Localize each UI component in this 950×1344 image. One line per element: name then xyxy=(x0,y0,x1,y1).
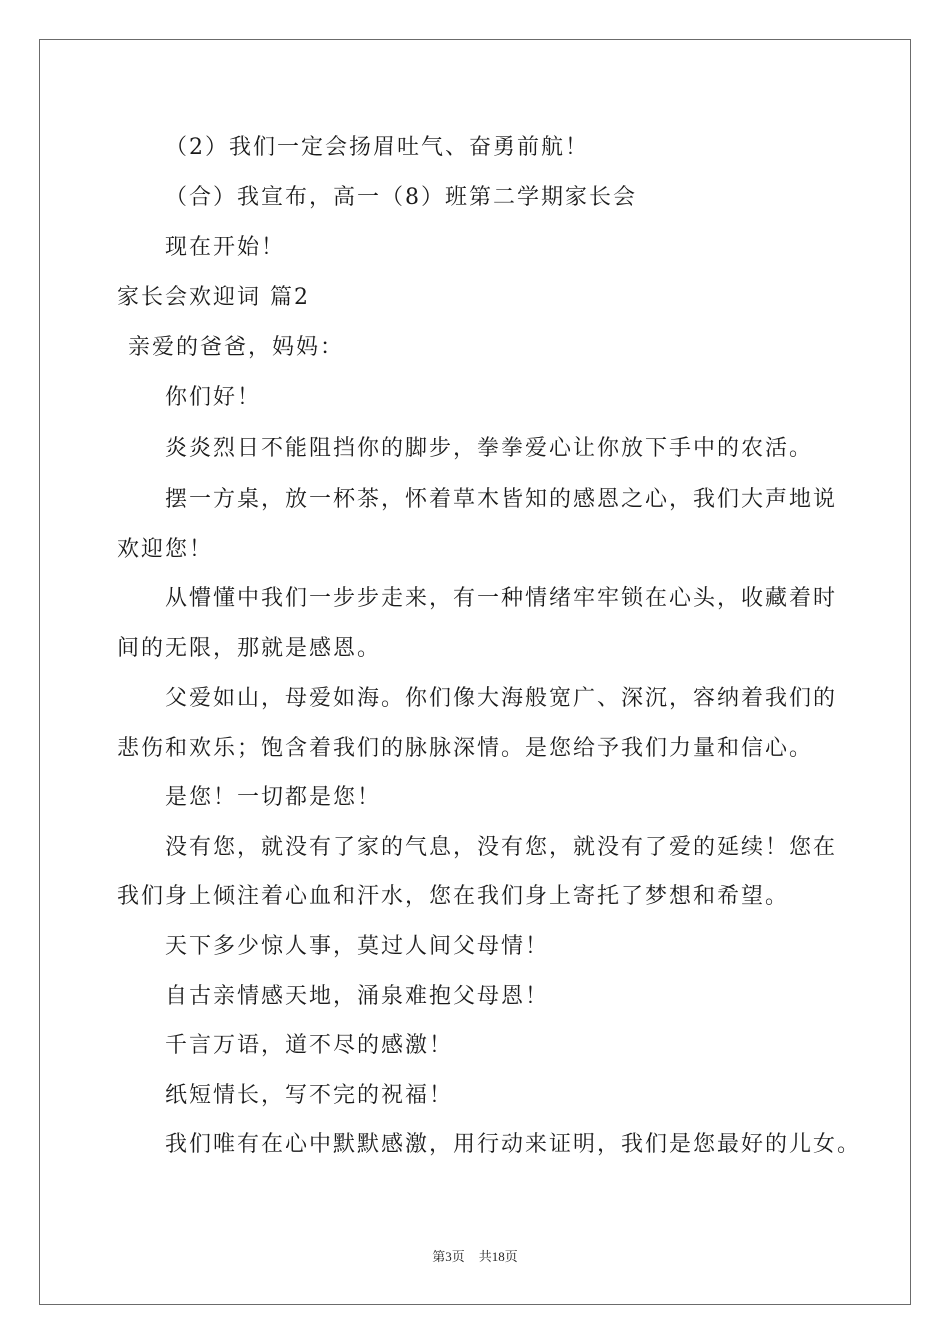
paragraph-line: 间的无限，那就是感恩。 xyxy=(117,636,382,661)
paragraph-line: 现在开始！ xyxy=(165,235,286,260)
page-footer xyxy=(0,1246,950,1265)
section-heading: 家长会欢迎词 篇2 xyxy=(117,285,310,310)
page-border xyxy=(39,39,911,1305)
paragraph-line: 天下多少惊人事，莫过人间父母情！ xyxy=(165,934,550,959)
salutation: 亲爱的爸爸，妈妈： xyxy=(128,335,345,360)
paragraph-line: 你们好！ xyxy=(165,385,262,410)
page-total: 共18页 xyxy=(478,1249,518,1264)
paragraph-line: （2）我们一定会扬眉吐气、奋勇前航！ xyxy=(165,135,589,160)
page-number: 第3页 xyxy=(432,1249,465,1264)
paragraph-line: （合）我宣布，高一（8）班第二学期家长会 xyxy=(165,185,637,210)
paragraph-line: 我们身上倾注着心血和汗水，您在我们身上寄托了梦想和希望。 xyxy=(117,884,790,909)
paragraph-line: 欢迎您！ xyxy=(117,537,214,562)
paragraph-line: 炎炎烈日不能阻挡你的脚步，拳拳爱心让你放下手中的农活。 xyxy=(165,436,814,461)
paragraph-line: 悲伤和欢乐；饱含着我们的脉脉深情。是您给予我们力量和信心。 xyxy=(117,736,814,761)
paragraph-line: 没有您，就没有了家的气息，没有您，就没有了爱的延续！您在 xyxy=(165,835,838,860)
paragraph-line: 摆一方桌，放一杯茶，怀着草木皆知的感恩之心，我们大声地说 xyxy=(165,487,838,512)
paragraph-line: 是您！一切都是您！ xyxy=(165,785,382,810)
paragraph-line: 从懵懂中我们一步步走来，有一种情绪牢牢锁在心头，收藏着时 xyxy=(165,586,838,611)
paragraph-line: 我们唯有在心中默默感激，用行动来证明，我们是您最好的儿女。 xyxy=(165,1132,862,1157)
paragraph-line: 纸短情长，写不完的祝福！ xyxy=(165,1083,454,1108)
paragraph-line: 父爱如山，母爱如海。你们像大海般宽广、深沉，容纳着我们的 xyxy=(165,686,838,711)
paragraph-line: 千言万语，道不尽的感激！ xyxy=(165,1033,454,1058)
paragraph-line: 自古亲情感天地，涌泉难抱父母恩！ xyxy=(165,984,550,1009)
